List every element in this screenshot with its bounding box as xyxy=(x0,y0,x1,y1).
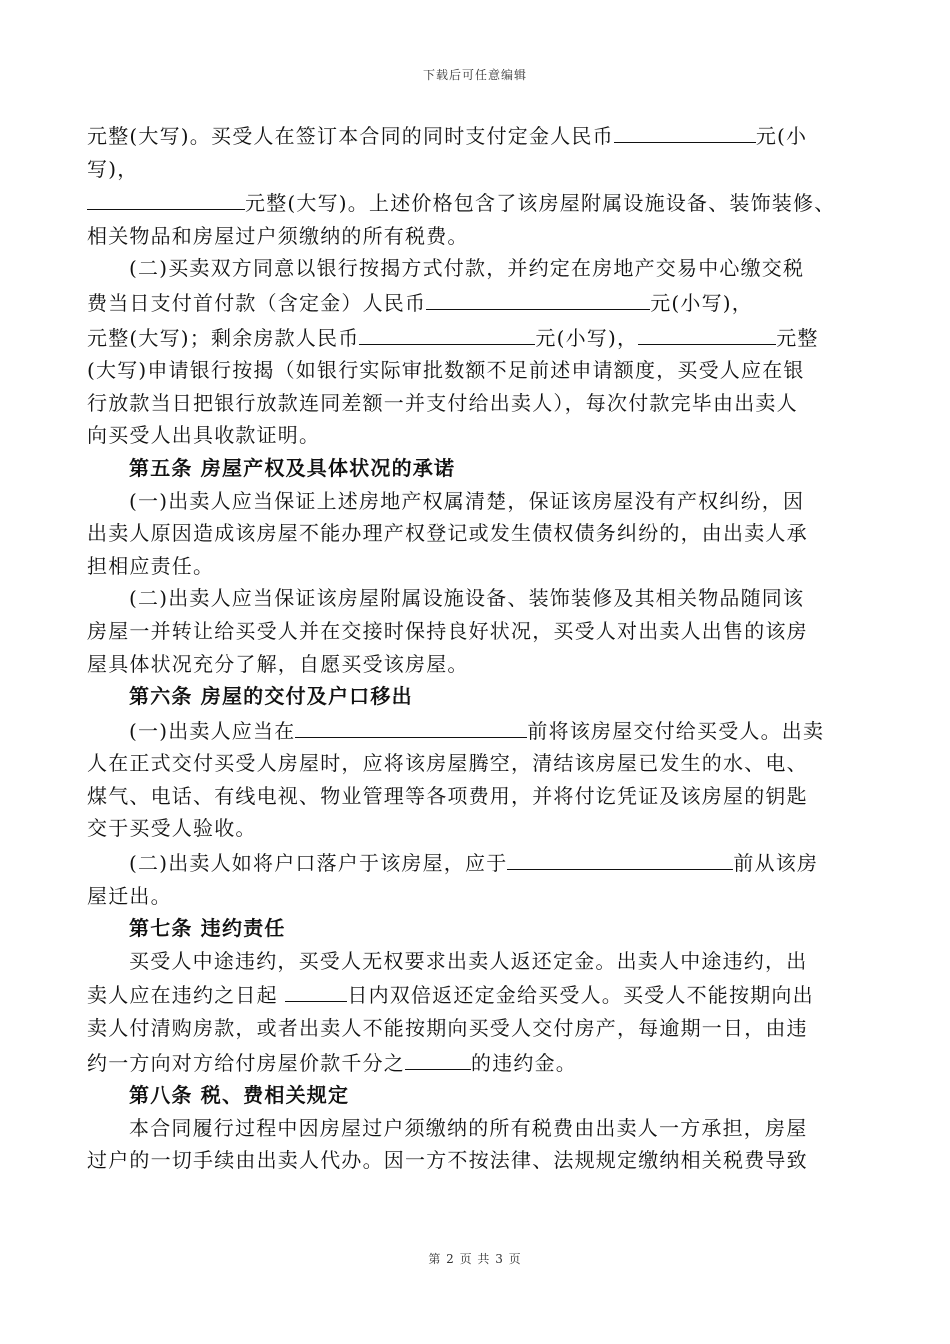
text-line xyxy=(87,419,879,452)
text-segment: 日内双倍返还定金给买受人。买受人不能按期向出 xyxy=(347,983,814,1008)
text-segment: 房屋一并转让给买受人并在交接时保持良好状况，买受人对出卖人出售的该房 xyxy=(87,618,808,643)
text-line xyxy=(87,977,879,1012)
text-line xyxy=(87,320,879,355)
text-line xyxy=(87,185,879,220)
text-segment: 担相应责任。 xyxy=(87,553,215,578)
text-line xyxy=(87,780,879,813)
text-segment: 元整(大写)；剩余房款人民币 xyxy=(87,325,360,350)
text-segment: 写)， xyxy=(87,156,139,181)
text-line xyxy=(87,252,879,285)
text-segment: 向买受人出具收款证明。 xyxy=(87,423,321,448)
text-segment: (大写)申请银行按揭（如银行实际审批数额不足前述申请额度，买受人应在银 xyxy=(87,358,805,383)
page-header: 下载后可任意编辑 xyxy=(422,68,527,82)
text-line xyxy=(87,550,879,583)
text-segment: 卖人应在违约之日起 xyxy=(87,983,278,1008)
text-segment: 过户的一切手续由出卖人代办。因一方不按法律、法规规定缴纳相关税费导致 xyxy=(87,1148,808,1173)
page-footer: 第 2 页 共 3 页 xyxy=(428,1252,522,1266)
text-segment: 相关物品和房屋过户须缴纳的所有税费。 xyxy=(87,223,469,248)
text-line xyxy=(87,220,879,253)
text-segment: 出卖人原因造成该房屋不能办理产权登记或发生债权债务纠纷的，由出卖人承 xyxy=(87,521,808,546)
blank-field xyxy=(285,977,347,1002)
text-line xyxy=(87,1012,879,1045)
text-segment: 元整 xyxy=(776,325,819,350)
text-line xyxy=(87,945,879,978)
text-segment: 元整(大写)。买受人在签订本合同的同时支付定金人民币 xyxy=(87,124,614,148)
text-line xyxy=(87,880,879,913)
text-line xyxy=(87,517,879,550)
text-segment: (二)出卖人如将户口落户于该房屋，应于 xyxy=(129,851,508,876)
text-segment: 约一方向对方给付房屋价款千分之 xyxy=(87,1050,405,1075)
text-segment: 屋具体状况充分了解，自愿买受该房屋。 xyxy=(87,651,469,676)
text-line xyxy=(87,153,879,186)
text-segment: 元(小 xyxy=(755,124,808,148)
text-line xyxy=(87,747,879,780)
text-line xyxy=(87,485,879,518)
text-segment: 本合同履行过程中因房屋过户须缴纳的所有税费由出卖人一方承担，房屋 xyxy=(129,1115,808,1140)
text-segment: 交于买受人验收。 xyxy=(87,816,257,841)
text-segment: 人在正式交付买受人房屋时，应将该房屋腾空，清结该房屋已发生的水、电、 xyxy=(87,751,808,776)
article-heading: 第六条 房屋的交付及户口移出 xyxy=(129,684,413,709)
text-line xyxy=(87,118,879,153)
text-line xyxy=(87,1112,879,1145)
article-heading: 第五条 房屋产权及具体状况的承诺 xyxy=(129,455,456,480)
text-segment: 费当日支付首付款（含定金）人民币 xyxy=(87,290,427,315)
text-line xyxy=(87,615,879,648)
text-line xyxy=(87,354,879,387)
blank-field xyxy=(359,320,535,345)
text-segment: 煤气、电话、有线电视、物业管理等各项费用，并将付讫凭证及该房屋的钥匙 xyxy=(87,783,808,808)
text-segment: (一)出卖人应当保证上述房地产权属清楚，保证该房屋没有产权纠纷，因 xyxy=(129,488,805,513)
text-line xyxy=(87,387,879,420)
text-segment: 前从该房 xyxy=(733,851,819,876)
text-line xyxy=(87,648,879,681)
text-segment: 行放款当日把银行放款连同差额一并支付给出卖人），每次付款完毕由出卖人 xyxy=(87,390,798,415)
article-heading: 第七条 违约责任 xyxy=(129,916,286,941)
text-segment: (二)出卖人应当保证该房屋附属设施设备、装饰装修及其相关物品随同该 xyxy=(129,586,805,611)
text-line xyxy=(87,713,879,748)
text-segment: 前将该房屋交付给买受人。出卖 xyxy=(527,718,825,743)
text-segment: 买受人中途违约，买受人无权要求出卖人返还定金。出卖人中途违约，出 xyxy=(129,948,808,973)
blank-field xyxy=(426,285,650,310)
text-segment: 元整(大写)。上述价格包含了该房屋附属设施设备、装饰装修、 xyxy=(245,191,836,216)
blank-field xyxy=(507,845,733,870)
blank-field xyxy=(87,185,245,210)
text-segment: (一)出卖人应当在 xyxy=(129,718,296,743)
contract-body xyxy=(87,118,879,1177)
text-segment: 元(小写)， xyxy=(535,325,639,350)
blank-field xyxy=(405,1045,471,1070)
text-segment: 屋迁出。 xyxy=(87,883,172,908)
text-segment: 卖人付清购房款，或者出卖人不能按期向买受人交付房产，每逾期一日，由违 xyxy=(87,1016,808,1041)
text-line xyxy=(87,582,879,615)
text-line xyxy=(87,1045,879,1080)
blank-field xyxy=(614,118,756,143)
text-segment: 元(小写)， xyxy=(650,290,754,315)
text-line xyxy=(87,285,879,320)
text-segment: 的违约金。 xyxy=(471,1050,577,1075)
blank-field xyxy=(638,320,776,345)
text-line xyxy=(87,812,879,845)
text-line xyxy=(87,845,879,880)
text-line xyxy=(87,1144,879,1177)
text-segment: (二)买卖双方同意以银行按揭方式付款，并约定在房地产交易中心缴交税 xyxy=(129,256,805,281)
blank-field xyxy=(295,713,527,738)
article-heading: 第八条 税、费相关规定 xyxy=(129,1083,350,1108)
